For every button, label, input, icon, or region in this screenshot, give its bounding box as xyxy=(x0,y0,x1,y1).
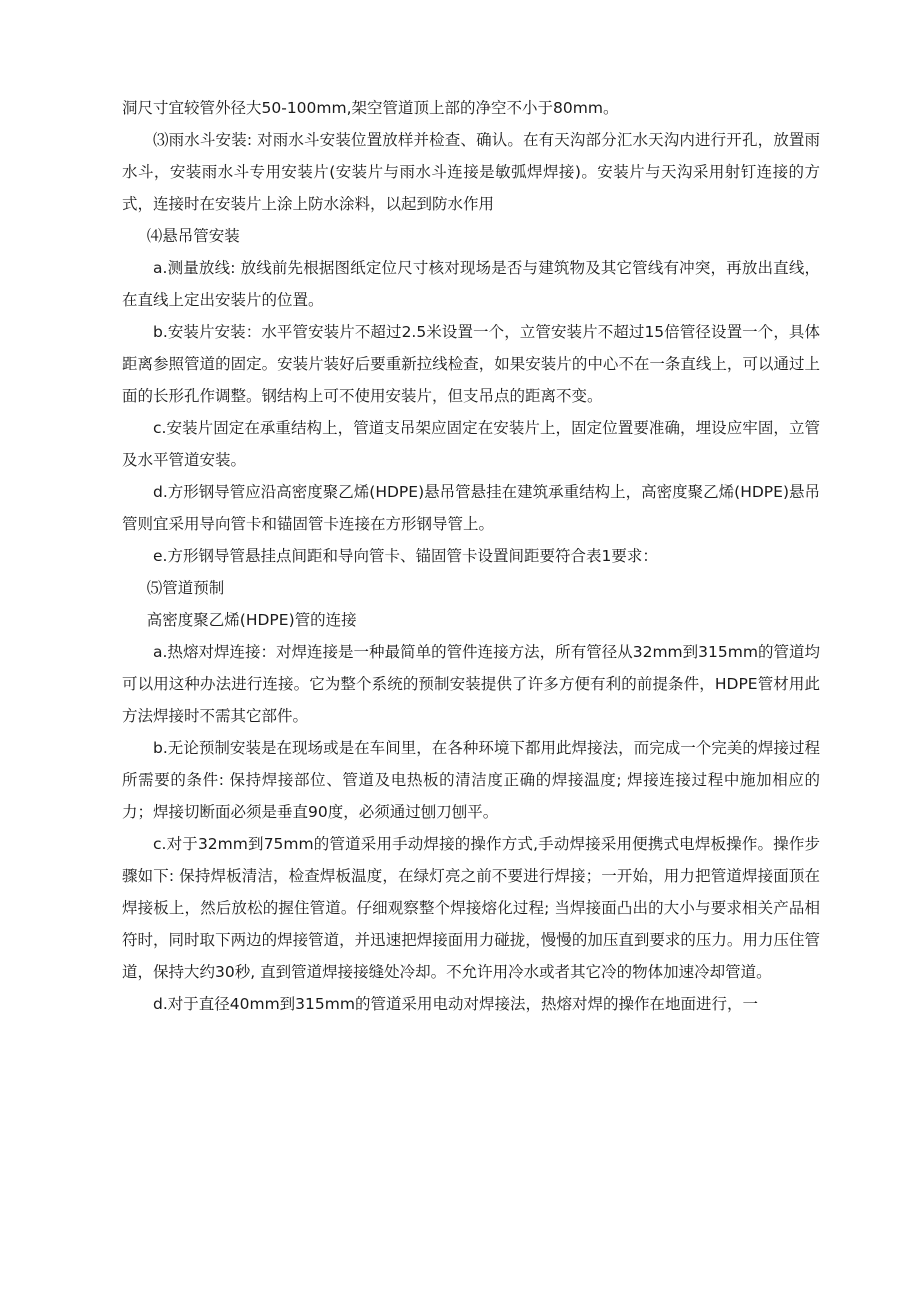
paragraph-item-e-spacing: e.方形钢导管悬挂点间距和导向管卡、锚固管卡设置间距要符合表1要求： xyxy=(153,547,658,565)
paragraph-item-a-butt-fusion: a.热熔对焊连接：对焊连接是一种最简单的管件连接方法，所有管径从32mm到315mm的管道均可以用这种办法进行连接。它为整个系统的预制安装提供了许多方便有利的前提条件，HDPE管材用此方法焊接时不需其它部件。 xyxy=(122,643,820,725)
paragraph-item-b-mounting-plate: b.安装片安装：水平管安装片不超过2.5米设置一个，立管安装片不超过15倍管径设置一个，具体距离参照管道的固定。安装片装好后要重新拉线检查，如果安装片的中心不在一条直线上，可以通过上面的长形孔作调整。钢结构上可不使用安装片，但支吊点的距离不变。 xyxy=(122,323,820,405)
paragraph-item-a-survey: a.测量放线: 放线前先根据图纸定位尺寸核对现场是否与建筑物及其它管线有冲突，再放出直线，在直线上定出安装片的位置。 xyxy=(122,259,820,309)
paragraph-continuation: 洞尺寸宜较管外径大50-100mm,架空管道顶上部的净空不小于80mm。 xyxy=(122,99,619,117)
paragraph-item-c-manual-welding: c.对于32mm到75mm的管道采用手动焊接的操作方式,手动焊接采用便携式电焊板操作。操作步骤如下: 保持焊板清洁，检查焊板温度，在绿灯亮之前不要进行焊接；一开始，用力把管道焊接面顶在焊接板上，然后放松的握住管道。仔细观察整个焊接熔化过程; 当焊接面凸出的大小与要求相关产品相符时，同时取下两边的焊接管道，并迅速把焊接面用力碰拢，慢慢的加压直到要求的压力。用力压住管道，保持大约30秒, 直到管道焊接接缝处冷却。不允许用冷水或者其它冷的物体加速冷却管道。 xyxy=(122,835,820,981)
section-heading-prefabrication: ⑸管道预制 xyxy=(146,579,225,597)
paragraph-rain-hopper-installation: ⑶雨水斗安装: 对雨水斗安装位置放样并检查、确认。在有天沟部分汇水天沟内进行开孔，放置雨水斗，安装雨水斗专用安装片(安装片与雨水斗连接是敏弧焊焊接)。安装片与天沟采用射钉连接的方式，连接时在安装片上涂上防水涂料，以起到防水作用 xyxy=(122,131,820,213)
paragraph-item-d-steel-guide: d.方形钢导管应沿高密度聚乙烯(HDPE)悬吊管悬挂在建筑承重结构上，高密度聚乙烯(HDPE)悬吊管则宜采用导向管卡和锚固管卡连接在方形钢导管上。 xyxy=(122,483,820,533)
paragraph-item-b-welding-conditions: b.无论预制安装是在现场或是在车间里，在各种环境下都用此焊接法，而完成一个完美的焊接过程所需要的条件: 保持焊接部位、管道及电热板的清洁度正确的焊接温度; 焊接连接过程中施加相应的力；焊接切断面必须是垂直90度，必须通过刨刀刨平。 xyxy=(122,739,820,821)
section-heading-suspended-pipe: ⑷悬吊管安装 xyxy=(146,227,240,245)
paragraph-item-c-fixing: c.安装片固定在承重结构上，管道支吊架应固定在安装片上，固定位置要准确，埋设应牢固，立管及水平管道安装。 xyxy=(122,419,820,469)
document-body xyxy=(122,92,820,1020)
subheading-hdpe-connection: 高密度聚乙烯(HDPE)管的连接 xyxy=(146,611,357,629)
paragraph-item-d-electric-welding: d.对于直径40mm到315mm的管道采用电动对焊接法，热熔对焊的操作在地面进行，一 xyxy=(153,995,758,1013)
